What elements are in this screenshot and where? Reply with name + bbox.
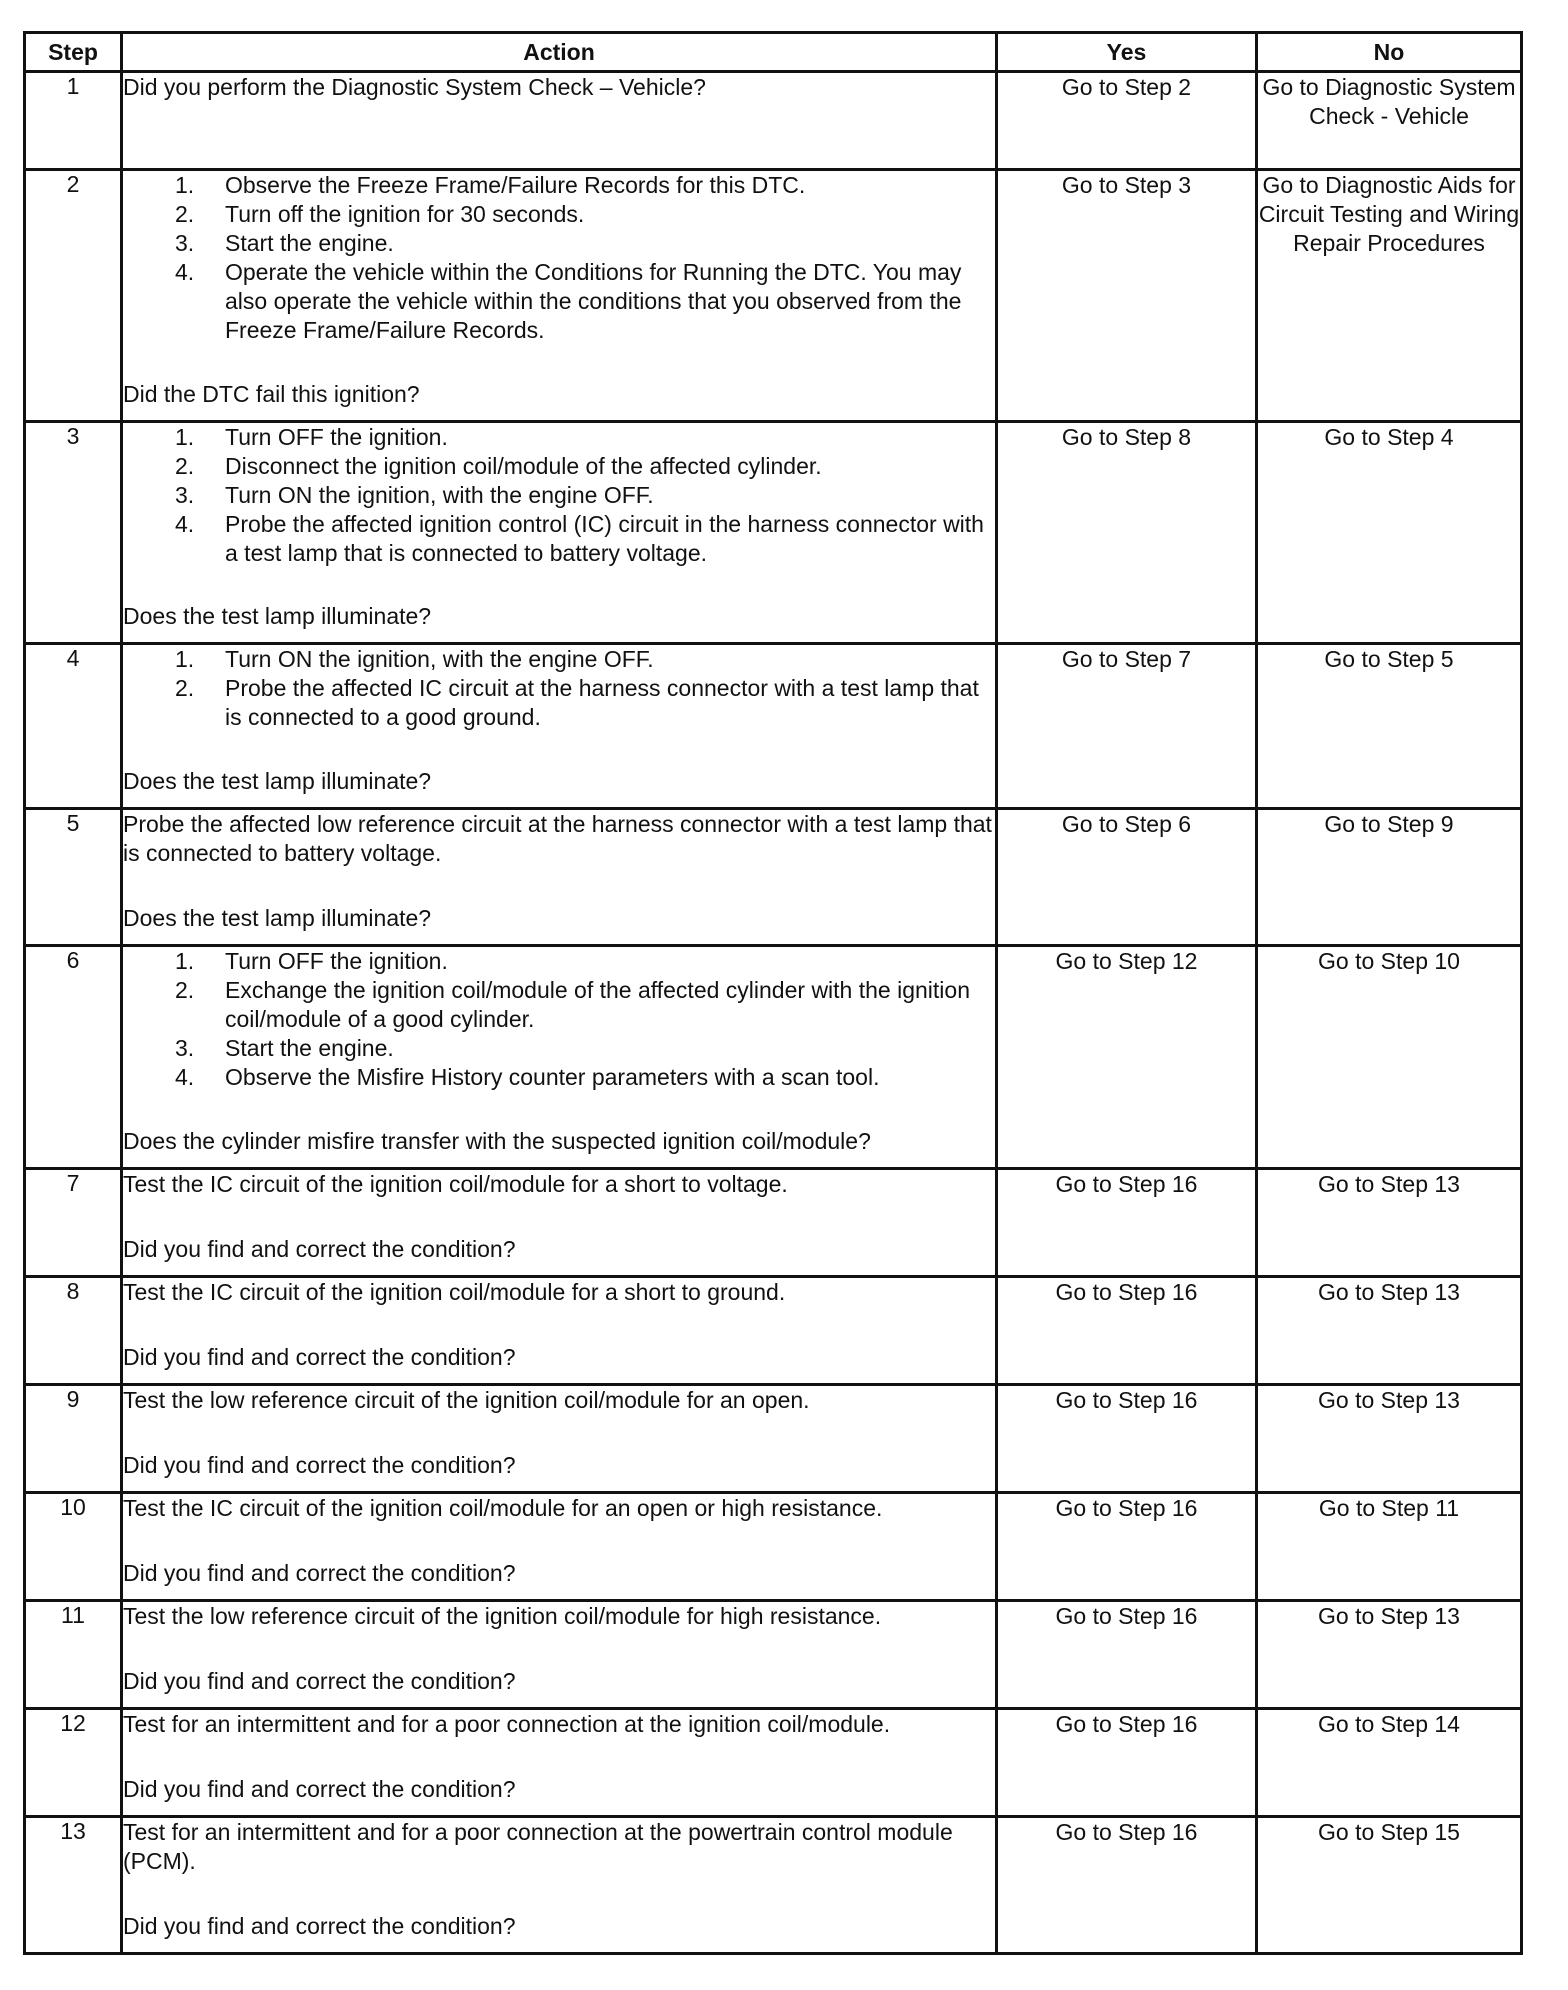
no-result: Go to Step 13: [1257, 1385, 1522, 1493]
list-item-text: Turn ON the ignition, with the engine OFF.: [225, 646, 654, 672]
no-result: Go to Step 13: [1257, 1169, 1522, 1277]
list-item: [123, 423, 995, 452]
action-text: Test the IC circuit of the ignition coil/module for an open or high resistance.: [123, 1495, 883, 1521]
table-row: [25, 1709, 1522, 1817]
step-number: 11: [25, 1601, 122, 1709]
list-item-number: 3.: [175, 1035, 195, 1061]
table-row: [25, 1817, 1522, 1954]
step-number: 6: [25, 946, 122, 1169]
action-question: Did you find and correct the condition?: [123, 1913, 516, 1939]
no-result: Go to Step 11: [1257, 1493, 1522, 1601]
action-cell: [122, 422, 997, 644]
list-item-number: 3.: [175, 482, 195, 508]
action-question: Did you find and correct the condition?: [123, 1560, 516, 1586]
list-item-number: 1.: [175, 172, 195, 198]
list-item-number: 2.: [175, 453, 195, 479]
step-number: 12: [25, 1709, 122, 1817]
no-result: Go to Step 15: [1257, 1817, 1522, 1954]
yes-result: Go to Step 3: [997, 170, 1257, 422]
action-steps-list: [123, 423, 995, 568]
list-item-text: Turn OFF the ignition.: [225, 948, 448, 974]
list-item: [123, 1063, 995, 1092]
action-text: Test the IC circuit of the ignition coil/module for a short to ground.: [123, 1279, 786, 1305]
yes-result: Go to Step 7: [997, 644, 1257, 809]
list-item-number: 2.: [175, 675, 195, 701]
yes-result: Go to Step 16: [997, 1493, 1257, 1601]
list-item-text: Turn OFF the ignition.: [225, 424, 448, 450]
list-item-text: Observe the Misfire History counter parameters with a scan tool.: [225, 1064, 880, 1090]
table-row: [25, 809, 1522, 946]
table-row: [25, 72, 1522, 170]
list-item-number: 3.: [175, 230, 195, 256]
list-item-text: Start the engine.: [225, 1035, 394, 1061]
step-number: 2: [25, 170, 122, 422]
yes-result: Go to Step 16: [997, 1277, 1257, 1385]
action-cell: [122, 644, 997, 809]
header-yes: Yes: [997, 33, 1257, 72]
list-item: [123, 452, 995, 481]
yes-result: Go to Step 16: [997, 1385, 1257, 1493]
header-row: [25, 33, 1522, 72]
list-item-text: Probe the affected IC circuit at the harness connector with a test lamp that is connected to a good ground.: [225, 675, 979, 730]
action-question: Did the DTC fail this ignition?: [123, 381, 420, 407]
list-item-number: 1.: [175, 424, 195, 450]
action-question: Does the test lamp illuminate?: [123, 905, 432, 931]
action-steps-list: [123, 171, 995, 345]
header-no: No: [1257, 33, 1522, 72]
table-row: [25, 644, 1522, 809]
list-item-number: 1.: [175, 646, 195, 672]
action-question: Did you find and correct the condition?: [123, 1236, 516, 1262]
table-row: [25, 946, 1522, 1169]
action-cell: [122, 1817, 997, 1954]
action-cell: [122, 1493, 997, 1601]
action-question: Does the cylinder misfire transfer with the suspected ignition coil/module?: [123, 1128, 871, 1154]
list-item: [123, 481, 995, 510]
list-item: [123, 976, 995, 1034]
no-result: Go to Step 14: [1257, 1709, 1522, 1817]
list-item: [123, 258, 995, 345]
action-text: Test the low reference circuit of the ignition coil/module for high resistance.: [123, 1603, 882, 1629]
no-result: Go to Step 13: [1257, 1277, 1522, 1385]
table-row: [25, 1385, 1522, 1493]
list-item: [123, 645, 995, 674]
table-row: [25, 170, 1522, 422]
no-result: Go to Step 13: [1257, 1601, 1522, 1709]
list-item-text: Probe the affected ignition control (IC) circuit in the harness connector with a test lamp that is connected to battery voltage.: [225, 511, 984, 566]
yes-result: Go to Step 6: [997, 809, 1257, 946]
list-item-number: 4.: [175, 259, 195, 285]
list-item-text: Observe the Freeze Frame/Failure Records for this DTC.: [225, 172, 806, 198]
action-steps-list: [123, 645, 995, 732]
header-step: Step: [25, 33, 122, 72]
list-item: [123, 947, 995, 976]
table-row: [25, 1169, 1522, 1277]
action-cell: [122, 1601, 997, 1709]
no-result: Go to Diagnostic Aids for Circuit Testing and Wiring Repair Procedures: [1257, 170, 1522, 422]
action-cell: [122, 72, 997, 170]
action-question: Did you find and correct the condition?: [123, 1344, 516, 1370]
action-text: Test for an intermittent and for a poor connection at the ignition coil/module.: [123, 1711, 891, 1737]
step-number: 1: [25, 72, 122, 170]
list-item-number: 2.: [175, 201, 195, 227]
action-question: Did you find and correct the condition?: [123, 1668, 516, 1694]
list-item-text: Turn off the ignition for 30 seconds.: [225, 201, 585, 227]
no-result: Go to Step 5: [1257, 644, 1522, 809]
list-item-number: 4.: [175, 1064, 195, 1090]
no-result: Go to Step 10: [1257, 946, 1522, 1169]
action-cell: [122, 809, 997, 946]
table-row: [25, 1493, 1522, 1601]
list-item-number: 2.: [175, 977, 195, 1003]
step-number: 13: [25, 1817, 122, 1954]
yes-result: Go to Step 16: [997, 1169, 1257, 1277]
action-cell: [122, 1385, 997, 1493]
action-question: Does the test lamp illuminate?: [123, 603, 432, 629]
table-row: [25, 1601, 1522, 1709]
action-cell: [122, 170, 997, 422]
action-text: Did you perform the Diagnostic System Check – Vehicle?: [123, 74, 706, 100]
step-number: 3: [25, 422, 122, 644]
yes-result: Go to Step 16: [997, 1601, 1257, 1709]
diagnostic-table: [23, 31, 1523, 1955]
table-row: [25, 1277, 1522, 1385]
step-number: 9: [25, 1385, 122, 1493]
action-text: Test the IC circuit of the ignition coil/module for a short to voltage.: [123, 1171, 788, 1197]
action-cell: [122, 946, 997, 1169]
list-item: [123, 510, 995, 568]
action-question: Did you find and correct the condition?: [123, 1452, 516, 1478]
list-item-number: 4.: [175, 511, 195, 537]
action-cell: [122, 1277, 997, 1385]
list-item: [123, 229, 995, 258]
action-text: Test for an intermittent and for a poor connection at the powertrain control module (PCM).: [123, 1819, 953, 1874]
yes-result: Go to Step 12: [997, 946, 1257, 1169]
no-result: Go to Step 4: [1257, 422, 1522, 644]
step-number: 5: [25, 809, 122, 946]
step-number: 4: [25, 644, 122, 809]
step-number: 10: [25, 1493, 122, 1601]
list-item-text: Disconnect the ignition coil/module of the affected cylinder.: [225, 453, 822, 479]
list-item-text: Exchange the ignition coil/module of the affected cylinder with the ignition coil/module of a good cylinder.: [225, 977, 970, 1032]
yes-result: Go to Step 2: [997, 72, 1257, 170]
list-item-number: 1.: [175, 948, 195, 974]
list-item: [123, 1034, 995, 1063]
list-item-text: Turn ON the ignition, with the engine OFF.: [225, 482, 654, 508]
step-number: 7: [25, 1169, 122, 1277]
list-item-text: Operate the vehicle within the Conditions for Running the DTC. You may also operate the vehicle within the conditions that you observed from the Freeze Frame/Failure Records.: [225, 259, 962, 343]
list-item-text: Start the engine.: [225, 230, 394, 256]
action-text: Probe the affected low reference circuit at the harness connector with a test lamp that is connected to battery voltage.: [123, 811, 992, 866]
action-text: Test the low reference circuit of the ignition coil/module for an open.: [123, 1387, 810, 1413]
action-question: Does the test lamp illuminate?: [123, 768, 432, 794]
yes-result: Go to Step 16: [997, 1817, 1257, 1954]
yes-result: Go to Step 8: [997, 422, 1257, 644]
yes-result: Go to Step 16: [997, 1709, 1257, 1817]
header-action: Action: [122, 33, 997, 72]
no-result: Go to Step 9: [1257, 809, 1522, 946]
action-steps-list: [123, 947, 995, 1092]
action-cell: [122, 1169, 997, 1277]
table-row: [25, 422, 1522, 644]
list-item: [123, 674, 995, 732]
list-item: [123, 200, 995, 229]
action-question: Did you find and correct the condition?: [123, 1776, 516, 1802]
step-number: 8: [25, 1277, 122, 1385]
list-item: [123, 171, 995, 200]
action-cell: [122, 1709, 997, 1817]
no-result: Go to Diagnostic System Check - Vehicle: [1257, 72, 1522, 170]
